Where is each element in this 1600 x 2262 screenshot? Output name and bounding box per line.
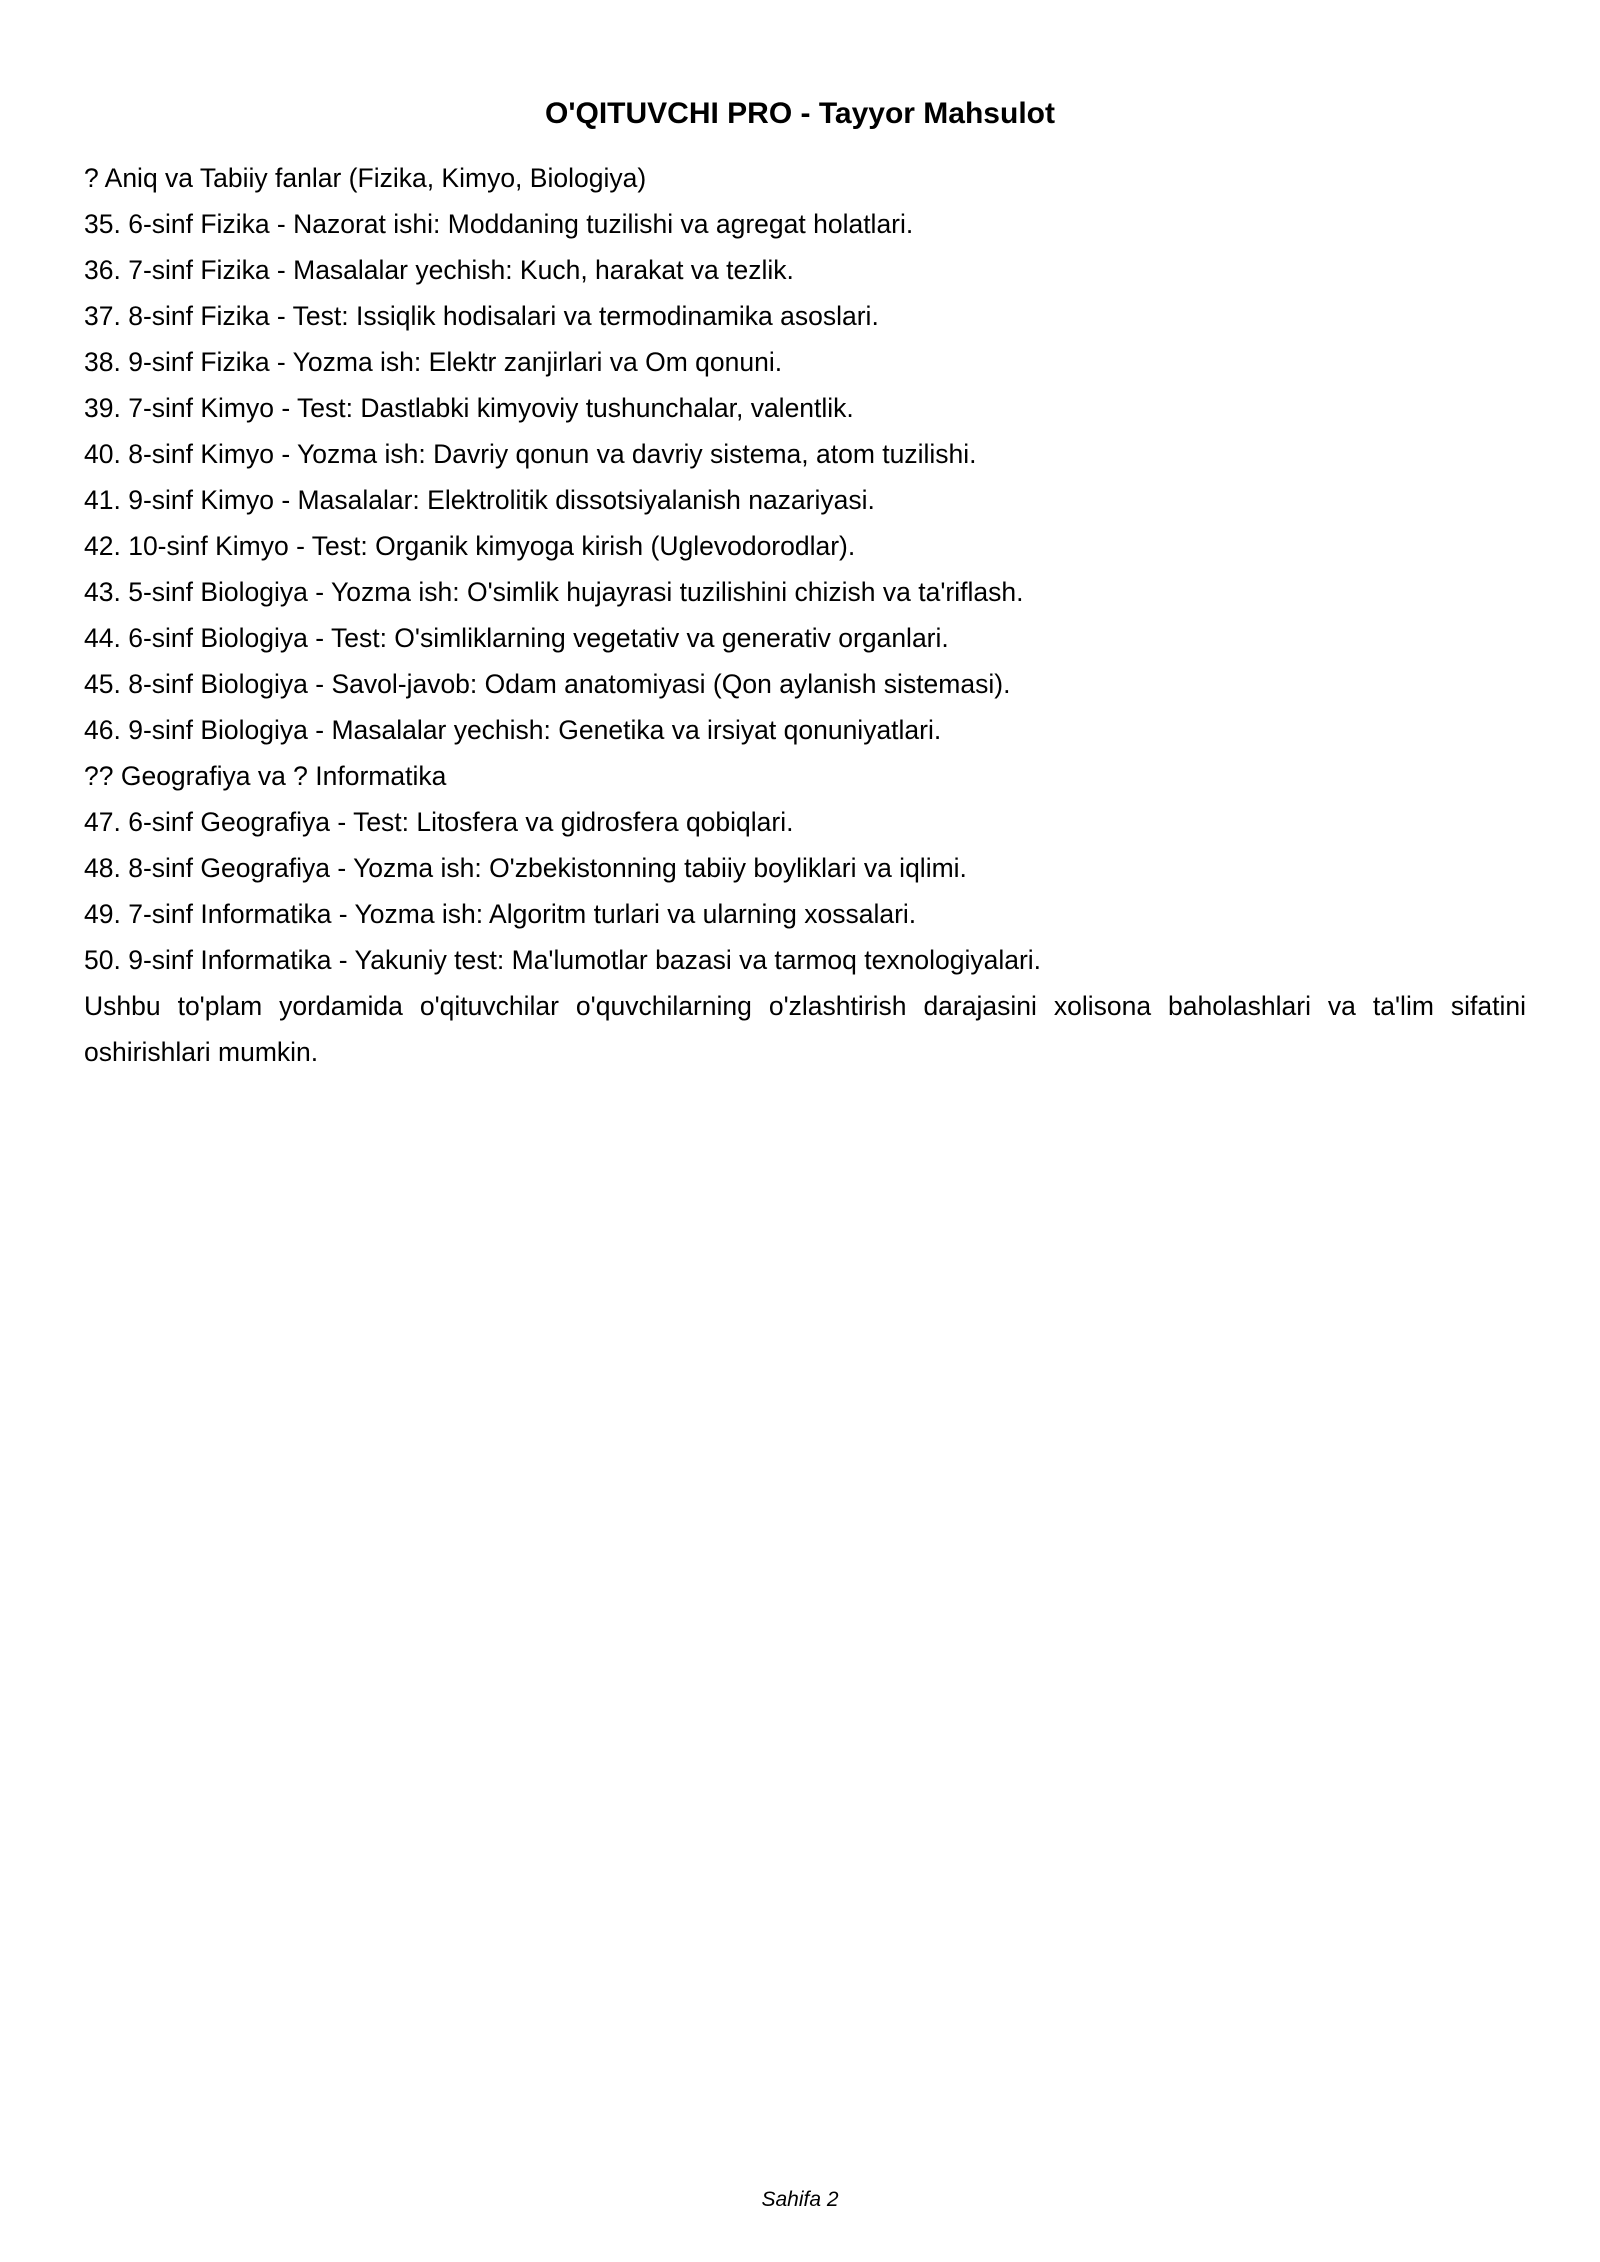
list-item: 41. 9-sinf Kimyo - Masalalar: Elektrolitik dissotsiyalanish nazariyasi. [84,485,875,515]
list-item: 49. 7-sinf Informatika - Yozma ish: Algoritm turlari va ularning xossalari. [84,899,917,929]
list-item: 35. 6-sinf Fizika - Nazorat ishi: Moddaning tuzilishi va agregat holatlari. [84,209,914,239]
list-item: 38. 9-sinf Fizika - Yozma ish: Elektr zanjirlari va Om qonuni. [84,347,783,377]
list-item: 47. 6-sinf Geografiya - Test: Litosfera va gidrosfera qobiqlari. [84,807,794,837]
list-item: 46. 9-sinf Biologiya - Masalalar yechish: Genetika va irsiyat qonuniyatlari. [84,715,942,745]
list-item: 39. 7-sinf Kimyo - Test: Dastlabki kimyoviy tushunchalar, valentlik. [84,393,854,423]
list-item: 36. 7-sinf Fizika - Masalalar yechish: Kuch, harakat va tezlik. [84,255,794,285]
list-item: 48. 8-sinf Geografiya - Yozma ish: O'zbekistonning tabiiy boyliklari va iqlimi. [84,853,967,883]
closing-paragraph: Ushbu to'plam yordamida o'qituvchilar o'quvchilarning o'zlashtirish darajasini xolisona baholashlari va ta'lim sifatini oshirishlari mumkin. [84,991,1526,1067]
section-heading-geography-informatics: ?? Geografiya va ? Informatika [84,761,447,791]
list-item: 40. 8-sinf Kimyo - Yozma ish: Davriy qonun va davriy sistema, atom tuzilishi. [84,439,977,469]
page-title: O'QITUVCHI PRO - Tayyor Mahsulot [545,97,1055,130]
section-heading-sciences: ? Aniq va Tabiiy fanlar (Fizika, Kimyo, Biologiya) [84,163,647,193]
list-item: 43. 5-sinf Biologiya - Yozma ish: O'simlik hujayrasi tuzilishini chizish va ta'riflash. [84,577,1024,607]
document-body [84,155,1526,1075]
list-item: 37. 8-sinf Fizika - Test: Issiqlik hodisalari va termodinamika asoslari. [84,301,879,331]
list-item: 44. 6-sinf Biologiya - Test: O'simliklarning vegetativ va generativ organlari. [84,623,949,653]
list-item: 42. 10-sinf Kimyo - Test: Organik kimyoga kirish (Uglevodorodlar). [84,531,856,561]
list-item: 50. 9-sinf Informatika - Yakuniy test: Ma'lumotlar bazasi va tarmoq texnologiyalari. [84,945,1042,975]
page-number-footer: Sahifa 2 [761,2188,839,2211]
list-item: 45. 8-sinf Biologiya - Savol-javob: Odam anatomiyasi (Qon aylanish sistemasi). [84,669,1011,699]
